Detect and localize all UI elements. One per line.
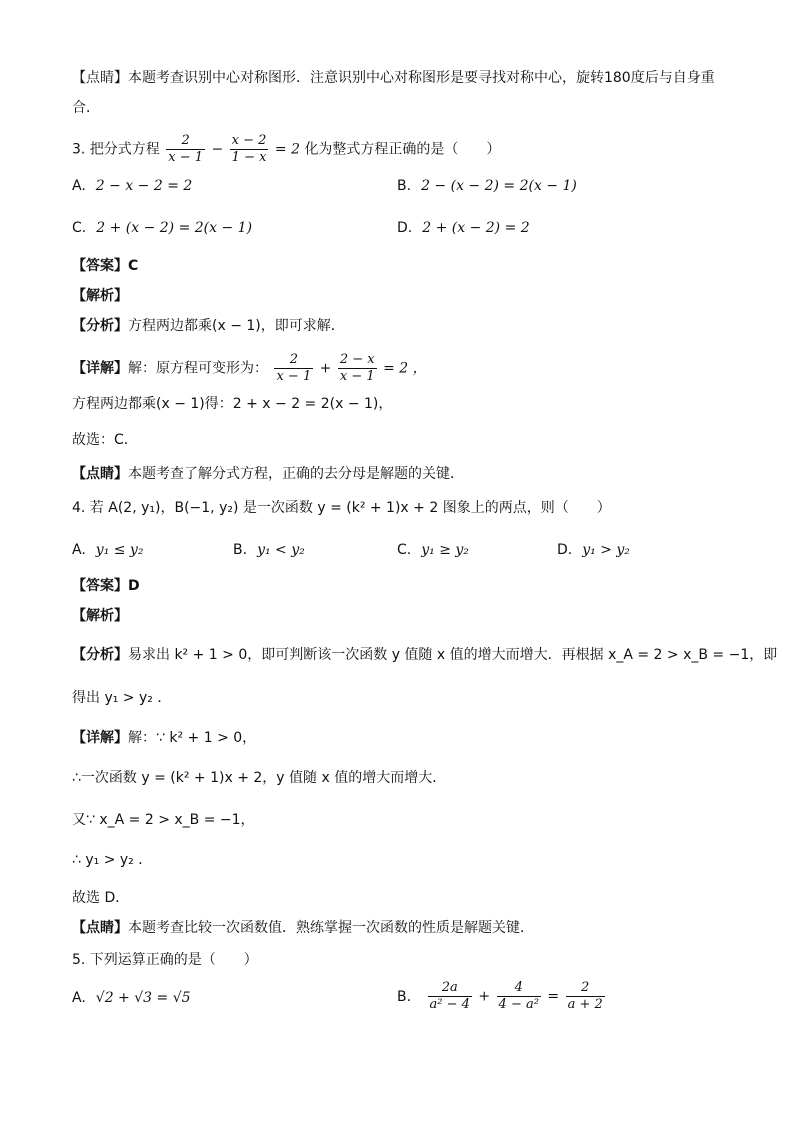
q4-xiangjie xyxy=(72,728,256,748)
q5-h3-num: 2 xyxy=(581,980,590,995)
q4-option-b xyxy=(233,540,305,560)
q4-option-a-label: A. xyxy=(72,542,86,558)
q3-g-eq: = 2 ， xyxy=(383,360,427,377)
q3-g1-den: x − 1 xyxy=(276,369,312,384)
q4-answer: 【答案】D xyxy=(72,578,140,594)
q3-guxuan: 故选：C． xyxy=(72,432,138,448)
q3-prefix: 3. 把分式方程 xyxy=(72,141,160,158)
q3-step2: 方程两边都乘(x − 1)得：2 + x − 2 = 2(x − 1)， xyxy=(72,396,393,412)
q3-option-c-text: 2 + (x − 2) = 2(x − 1) xyxy=(96,220,253,236)
q4-option-c xyxy=(397,540,469,560)
q3-answer: 【答案】C xyxy=(72,258,139,274)
q3-f1-num: 2 xyxy=(181,133,190,148)
q3-fenxi xyxy=(72,316,345,336)
q3-dianjing-text: 本题考查了解分式方程，正确的去分母是解题的关键． xyxy=(128,466,464,482)
q4-jiexi: 【解析】 xyxy=(72,608,128,624)
q3-suffix: 化为整式方程正确的是（ ） xyxy=(304,141,501,158)
q3-g-plus: + xyxy=(319,360,332,377)
q5-b-plus: + xyxy=(478,988,491,1005)
q3-option-d-text: 2 + (x − 2) = 2 xyxy=(422,220,530,236)
q4-option-d xyxy=(557,540,630,560)
q3-option-b-text: 2 − (x − 2) = 2(x − 1) xyxy=(421,178,577,194)
q3-option-a-text: 2 − x − 2 = 2 xyxy=(95,178,193,194)
q5-h3-den: a + 2 xyxy=(567,997,603,1012)
q3-g2-den: x − 1 xyxy=(339,369,375,384)
q5-option-b-label: B. xyxy=(397,988,412,1005)
q4-fenxi xyxy=(72,645,777,665)
q3-option-b-label: B. xyxy=(397,178,412,194)
q3-option-b xyxy=(397,176,577,196)
q4-option-a-text: y₁ ≤ y₂ xyxy=(95,542,144,558)
q4-stem: 4. 若 A(2, y₁)，B(−1, y₂) 是一次函数 y = (k² + 1)x + 2 图象上的两点，则（ ） xyxy=(72,500,611,516)
q3-option-a-label: A. xyxy=(72,178,86,194)
q5-b-eq: = xyxy=(547,988,560,1005)
q4-option-d-label: D. xyxy=(557,542,573,558)
q3-f2-num: x − 2 xyxy=(231,133,267,148)
q4-xiangjie-text: 解：∵ k² + 1 > 0， xyxy=(128,730,257,746)
q5-h2-num: 4 xyxy=(514,980,523,995)
q3-g1-num: 2 xyxy=(289,352,298,367)
q3-g-fraction-1 xyxy=(274,352,313,385)
q3-f1-den: x − 1 xyxy=(168,150,204,165)
q4-option-b-label: B. xyxy=(233,542,248,558)
q4-step4: ∴ y₁ > y₂ ． xyxy=(72,852,153,868)
q4-dianjing-text: 本题考查比较一次函数值．熟练掌握一次函数的性质是解题关键． xyxy=(128,920,534,936)
q3-minus: − xyxy=(211,141,224,158)
q3-dianjing-tag: 【点睛】 xyxy=(72,466,128,482)
q5-option-a xyxy=(72,988,191,1008)
q3-xiangjie xyxy=(72,352,427,385)
q3-fraction-1 xyxy=(166,133,205,166)
q5-option-a-label: A. xyxy=(72,990,86,1006)
q3-xiangjie-pre: 解：原方程可变形为： xyxy=(128,360,268,377)
q5-b-fraction-3 xyxy=(566,980,605,1013)
q5-stem: 5. 下列运算正确的是（ ） xyxy=(72,952,258,968)
q4-xiangjie-tag: 【详解】 xyxy=(72,730,128,746)
q4-fenxi-text: 易求出 k² + 1 > 0，即可判断该一次函数 y 值随 x 值的增大而增大．再根据 x_A = 2 > x_B = −1，即 xyxy=(128,647,778,663)
q3-f2-den: 1 − x xyxy=(231,150,267,165)
q4-option-c-label: C. xyxy=(397,542,412,558)
q3-fenxi-tag: 【分析】 xyxy=(72,318,128,334)
q4-option-b-text: y₁ < y₂ xyxy=(257,542,305,558)
q4-fenxi-tag: 【分析】 xyxy=(72,647,128,663)
q3-option-a xyxy=(72,176,192,196)
q3-option-c xyxy=(72,218,252,238)
q4-guxuan: 故选 D． xyxy=(72,890,130,906)
q3-dianjing xyxy=(72,464,464,484)
q5-option-a-text: √2 + √3 = √5 xyxy=(95,990,191,1006)
q5-h1-num: 2a xyxy=(441,980,458,995)
q4-step3: 又∵ x_A = 2 > x_B = −1， xyxy=(72,812,255,828)
q5-option-b xyxy=(397,980,607,1013)
q5-b-fraction-2 xyxy=(497,980,541,1013)
q3-xiangjie-tag: 【详解】 xyxy=(72,360,128,377)
q4-option-c-text: y₁ ≥ y₂ xyxy=(421,542,469,558)
q3-g-fraction-2 xyxy=(338,352,377,385)
q3-stem xyxy=(72,133,500,166)
q4-option-d-text: y₁ > y₂ xyxy=(582,542,630,558)
q4-step2: ∴一次函数 y = (k² + 1)x + 2，y 值随 x 值的增大而增大． xyxy=(72,770,447,786)
q3-option-d-label: D. xyxy=(397,220,413,236)
q3-option-d xyxy=(397,218,530,238)
q3-option-c-label: C. xyxy=(72,220,87,236)
q3-fenxi-text: 方程两边都乘(x − 1)，即可求解． xyxy=(128,318,345,334)
q5-h1-den: a² − 4 xyxy=(429,997,470,1012)
q3-eq: = 2 xyxy=(274,141,300,158)
q4-dianjing xyxy=(72,918,534,938)
prev-dianjing-line1: 【点睛】本题考查识别中心对称图形．注意识别中心对称图形是要寻找对称中心，旋转180度后与自身重 xyxy=(72,70,715,86)
prev-dianjing-line2: 合． xyxy=(72,100,100,116)
q5-b-fraction-1 xyxy=(428,980,472,1013)
q3-jiexi: 【解析】 xyxy=(72,288,128,304)
q3-g2-num: 2 − x xyxy=(339,352,375,367)
q4-fenxi-2: 得出 y₁ > y₂ ． xyxy=(72,690,172,706)
q3-fraction-2 xyxy=(230,133,269,166)
q4-option-a xyxy=(72,540,143,560)
q5-h2-den: 4 − a² xyxy=(498,997,539,1012)
q4-dianjing-tag: 【点睛】 xyxy=(72,920,128,936)
